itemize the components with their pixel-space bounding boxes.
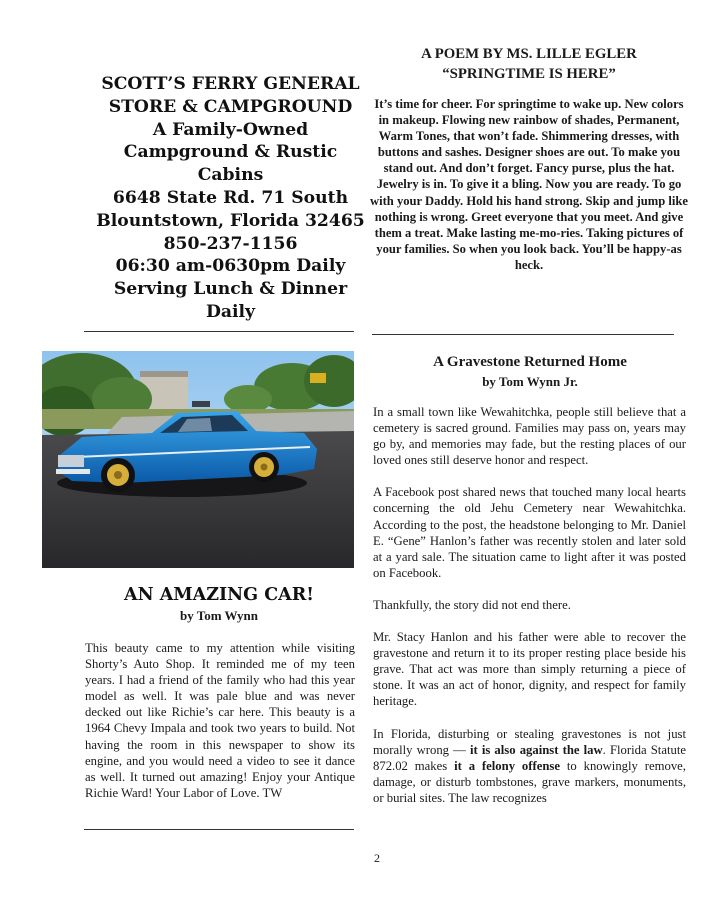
divider-rule — [84, 829, 354, 830]
ad-line: Serving Lunch & Dinner — [113, 279, 348, 300]
grave-article-byline: by Tom Wynn Jr. — [482, 374, 578, 389]
car-article-body: This beauty came to my attention while visiting Shorty’s Auto Shop. It reminded me of my teen years. I had a friend of the family who had this year model as well. It was pale blue and was never decked out like Richie’s car here. This beauty is a 1964 Chevy Impala and took two years to build. Not having the room in this newspaper to show its engine, and you would need a video to see it dance as well. It turned out amazing! Enjoy your Antique Richie Ward! Your Labor of Love. TW — [85, 641, 355, 800]
business-ad — [78, 73, 383, 324]
text-run: to knowingly remove, damage, or disturb tombstones, grave markers, monuments, or burial sites. The law recognizes — [373, 758, 686, 805]
car-photo — [42, 351, 354, 568]
ad-line: Cabins — [197, 165, 264, 186]
ad-line: A Family-Owned — [152, 119, 309, 140]
bold-text: it is also against the law — [469, 742, 603, 757]
bold-text: it a felony offense — [454, 758, 560, 773]
divider-rule — [84, 331, 354, 332]
ad-line: SCOTT’S FERRY GENERAL — [101, 74, 360, 94]
paragraph — [373, 726, 686, 806]
divider-rule — [372, 334, 674, 335]
text-run: . Florida Statute 872.02 makes — [373, 742, 686, 773]
paragraph: Thankfully, the story did not end there. — [373, 597, 571, 612]
ad-line: 06:30 am-0630pm Daily — [115, 256, 346, 277]
grave-article-title: A Gravestone Returned Home — [433, 354, 627, 370]
paragraph: In a small town like Wewahitchka, people still believe that a cemetery is sacred ground. Families may pass on, years may go by, and memories may fade, but the resting places of our loved ones still deserve honor and respect. — [373, 405, 686, 468]
car-article-title: AN AMAZING CAR! — [124, 585, 314, 605]
ad-line: Daily — [205, 301, 256, 322]
poem-title — [370, 44, 688, 84]
poem-title-line: “SPRINGTIME IS HERE” — [442, 66, 616, 82]
paragraph: Mr. Stacy Hanlon and his father were able to recover the gravestone and return it to its proper resting place beside his grave. That act was more than simply returning a piece of stone. It was an act of honor, dignity, and respect for family heritage. — [373, 630, 686, 709]
ad-line: 850-237-1156 — [163, 233, 298, 254]
page-number: 2 — [374, 851, 380, 865]
ad-line: Blountstown, Florida 32465 — [96, 210, 365, 231]
ad-line: Campground & Rustic — [123, 142, 338, 163]
ad-line: 6648 State Rd. 71 South — [112, 187, 349, 208]
grave-article-body — [373, 404, 686, 822]
poem-title-line: A POEM BY MS. LILLE EGLER — [421, 46, 637, 62]
poem-body: It’s time for cheer. For springtime to wake up. New colors in makeup. Flowing new rainbow of shades, Permanent, Warm Tones, that won’t fade. Shimmering dresses, with buttons and sashes. Designer shoes are out. To make you stand out. And don’t forget. Fancy purse, plus the hat. Jewelry is in. To give it a bling. Now you are ready. To go with your Daddy. Hold his hand strong. Skip and jump like nothing is wrong. Greet everyone that you meet. And give them a treat. Make lasting me-mo-ries. Taking pictures of your families. So when you look back. You’ll be happy-as heck. — [370, 97, 688, 272]
car-article-byline: by Tom Wynn — [179, 608, 259, 623]
paragraph: A Facebook post shared news that touched many local hearts concerning the old Jehu Cemetery near Wewahitchka. According to the post, the headstone belonging to Mr. Daniel E. “Gene” Hanlon’s father was recently stolen and later sold at a yard sale. The situation came to light after it was posted on Facebook. — [373, 485, 686, 580]
ad-line: STORE & CAMPGROUND — [108, 96, 353, 117]
text-run: In Florida, disturbing or stealing gravestones is not just morally wrong — — [373, 726, 686, 757]
